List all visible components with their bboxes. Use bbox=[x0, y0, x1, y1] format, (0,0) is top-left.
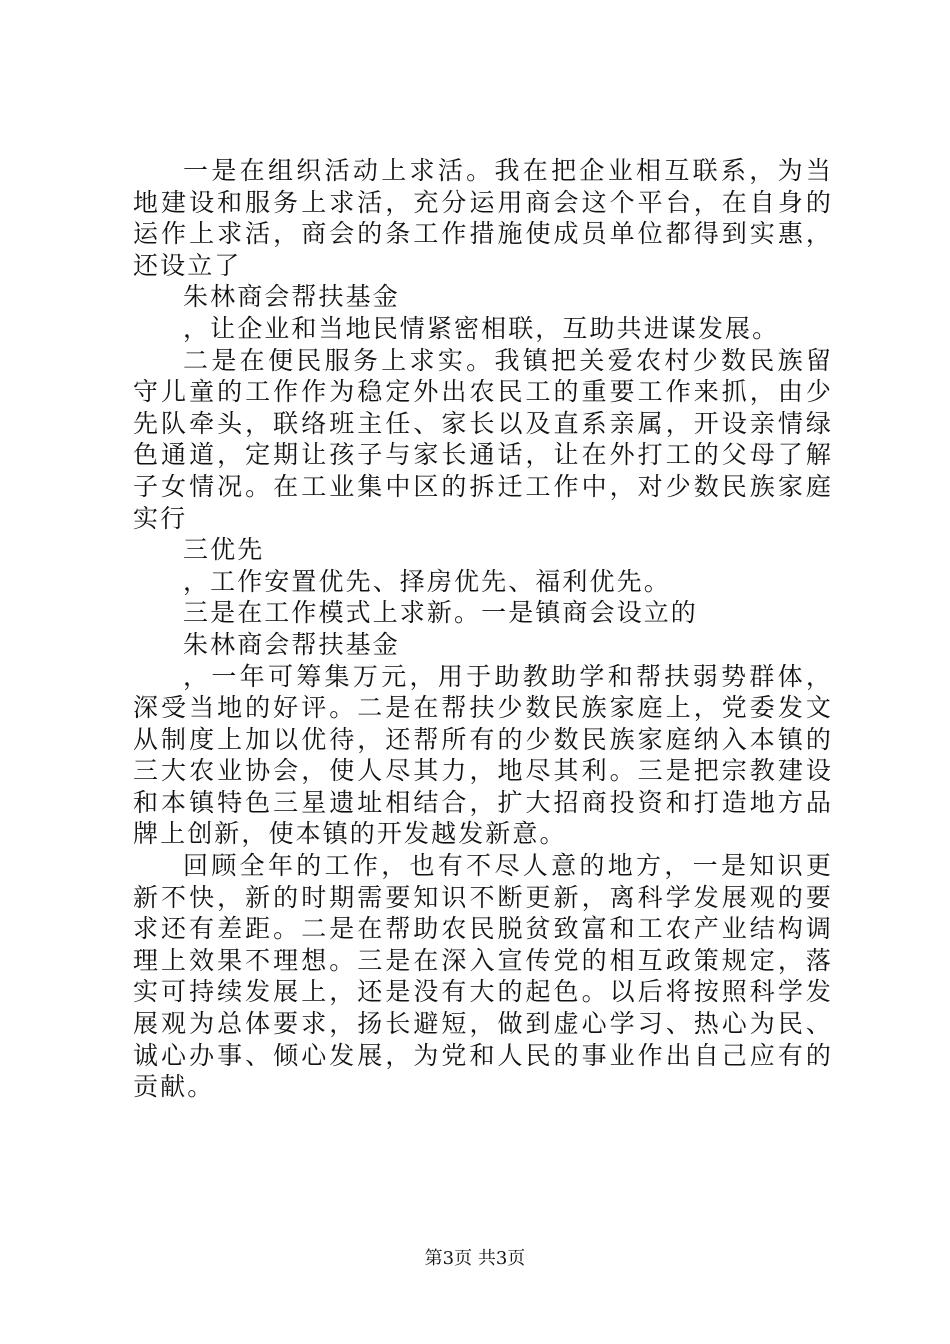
paragraph-3: ，让企业和当地民情紧密相联，互助共进谋发展。 bbox=[183, 313, 780, 343]
paragraph-9: ，一年可筹集万元，用于助教助学和帮扶弱势群体，深受当地的好评。二是在帮扶少数民族家庭上，党委发文从制度上加以优待，还帮所有的少数民族家庭纳入本镇的三大农业协会，使人尽其力，地尽其利。三是把宗教建设和本镇特色三星遗址相结合，扩大招商投资和打造地方品牌上创新，使本镇的开发越发新意。 bbox=[133, 661, 833, 849]
paragraph-4: 二是在便民服务上求实。我镇把关爱农村少数民族留守儿童的工作作为稳定外出农民工的重要工作来抓，由少先队牵头，联络班主任、家长以及直系亲属，开设亲情绿色通道，定期让孩子与家长通话，让在外打工的父母了解子女情况。在工业集中区的拆迁工作中，对少数民族家庭实行 bbox=[133, 345, 833, 533]
page-footer: 第3页 共3页 bbox=[424, 1248, 526, 1269]
paragraph-1: 一是在组织活动上求活。我在把企业相互联系，为当地建设和服务上求活，充分运用商会这个平台，在自身的运作上求活，商会的条工作措施使成员单位都得到实惠，还设立了 bbox=[133, 156, 833, 280]
paragraph-10: 回顾全年的工作，也有不尽人意的地方，一是知识更新不快，新的时期需要知识不断更新，离科学发展观的要求还有差距。二是在帮助农民脱贫致富和工农产业结构调理上效果不理想。三是在深入宣传党的相互政策规定，落实可持续发展上，还是没有大的起色。以后将按照科学发展观为总体要求，扬长避短，做到虚心学习、热心为民、诚心办事、倾心发展，为党和人民的事业作出自己应有的贡献。 bbox=[133, 851, 833, 1102]
paragraph-7: 三是在工作模式上求新。一是镇商会设立的 bbox=[183, 598, 698, 628]
paragraph-2: 朱林商会帮扶基金 bbox=[183, 282, 400, 312]
document-body bbox=[133, 155, 833, 1103]
paragraph-5: 三优先 bbox=[183, 535, 265, 565]
paragraph-8: 朱林商会帮扶基金 bbox=[183, 629, 400, 659]
paragraph-6: ，工作安置优先、择房优先、福利优先。 bbox=[183, 566, 671, 596]
